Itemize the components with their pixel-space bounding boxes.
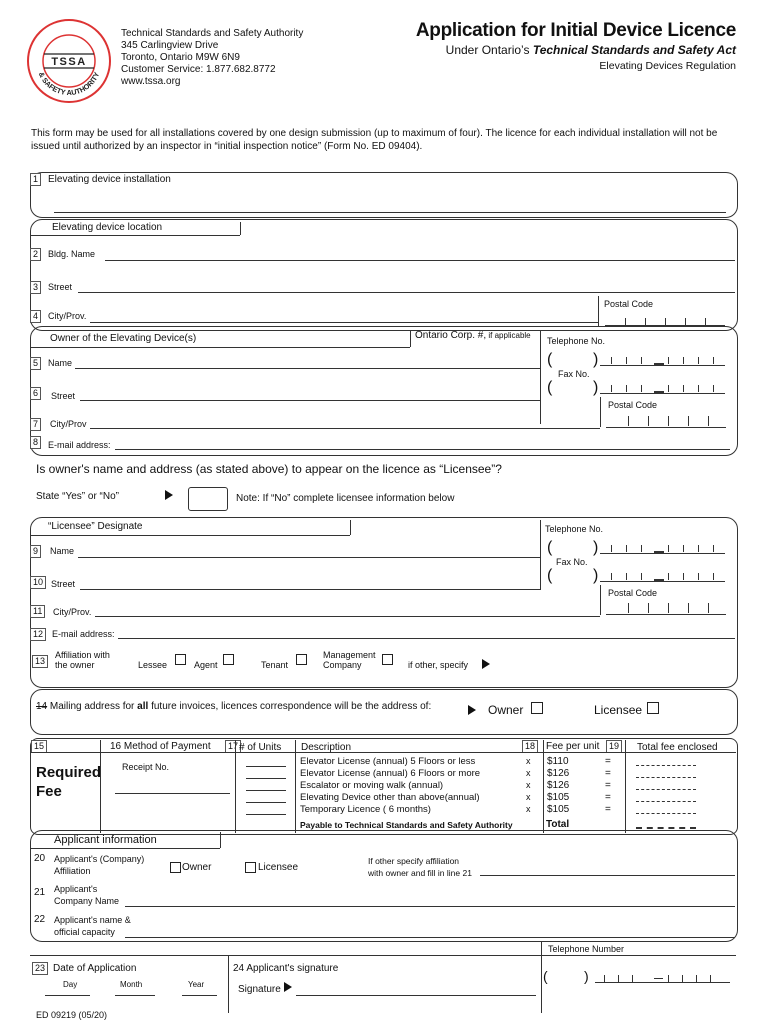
fee-description: Elevator License (annual) 5 Floors or less bbox=[300, 756, 476, 767]
management-company-checkbox[interactable] bbox=[382, 654, 393, 665]
logo-tssa: TSSA bbox=[51, 56, 87, 68]
year-label: Year bbox=[188, 980, 205, 989]
form-number-footer: ED 09219 (05/20) bbox=[36, 1010, 108, 1020]
units-input[interactable] bbox=[246, 778, 286, 779]
field-number-11: 11 bbox=[30, 605, 45, 618]
owner-fax-label: Fax No. bbox=[558, 369, 590, 379]
field-number-18: 18 bbox=[522, 740, 538, 753]
fee-amount: $110 bbox=[547, 756, 569, 767]
fee-amount: $105 bbox=[547, 804, 570, 815]
agent-checkbox[interactable] bbox=[223, 654, 234, 665]
multiply-sign: x bbox=[526, 780, 531, 790]
tenant-label: Tenant bbox=[261, 660, 289, 670]
location-city-input[interactable] bbox=[90, 322, 598, 323]
lessee-checkbox[interactable] bbox=[175, 654, 186, 665]
total-fee-label: Total fee enclosed bbox=[637, 742, 718, 753]
equals-sign: = bbox=[605, 792, 611, 803]
pointer-arrow-icon bbox=[165, 490, 173, 500]
receipt-label: Receipt No. bbox=[122, 762, 170, 772]
day-label: Day bbox=[63, 980, 78, 989]
agent-label: Agent bbox=[194, 660, 218, 670]
logo-top-text bbox=[26, 18, 112, 20]
applicant-licensee-checkbox[interactable] bbox=[245, 862, 256, 873]
equals-sign: = bbox=[605, 768, 611, 779]
applicant-box bbox=[30, 830, 738, 942]
mailing-owner-label: Owner bbox=[488, 703, 524, 717]
lessee-label: Lessee bbox=[138, 660, 168, 670]
applicant-telephone-label: Telephone Number bbox=[548, 944, 625, 954]
location-title: Elevating device location bbox=[52, 222, 163, 233]
affiliation-label: Affiliation with the owner bbox=[55, 650, 110, 670]
form-title: Application for Initial Device Licence bbox=[415, 20, 736, 41]
applicant-other-specify: If other specify affiliation with owner and fill in line 21 bbox=[368, 856, 472, 878]
units-input[interactable] bbox=[246, 802, 286, 803]
licensee-city-label: City/Prov. bbox=[53, 607, 92, 617]
field-number-10: 10 bbox=[30, 576, 46, 589]
owner-street-label: Street bbox=[51, 391, 76, 401]
signature-label: Signature bbox=[238, 984, 281, 995]
owner-fax-input[interactable] bbox=[600, 393, 725, 394]
licensee-city-input[interactable] bbox=[95, 616, 600, 617]
customer-service: Customer Service: 1.877.682.8772 bbox=[121, 64, 276, 75]
total-fee-input[interactable] bbox=[636, 789, 696, 790]
applicant-name-input[interactable] bbox=[125, 937, 735, 938]
field-number-12: 12 bbox=[30, 628, 46, 641]
website-link[interactable]: www.tssa.org bbox=[121, 76, 181, 87]
field-number-24: 24 Applicant's signature bbox=[233, 963, 339, 974]
applicant-telephone-input[interactable] bbox=[595, 982, 730, 983]
bldg-name-label: Bldg. Name bbox=[48, 249, 96, 259]
field-number-21: 21 bbox=[34, 887, 46, 898]
field-number-20: 20 bbox=[34, 853, 46, 864]
signature-input[interactable] bbox=[296, 995, 536, 996]
required-fee-label: Required Fee bbox=[36, 764, 102, 800]
regulation-name: Elevating Devices Regulation bbox=[599, 60, 736, 72]
total-fee-input[interactable] bbox=[636, 801, 696, 802]
fee-amount: $105 bbox=[547, 792, 570, 803]
mailing-licensee-label: Licensee bbox=[594, 703, 643, 717]
field-number-4: 4 bbox=[30, 310, 41, 323]
field-number-3: 3 bbox=[30, 281, 41, 294]
field-number-2: 2 bbox=[30, 248, 41, 261]
units-input[interactable] bbox=[246, 814, 286, 815]
installation-label: Elevating device installation bbox=[48, 174, 171, 185]
equals-sign: = bbox=[605, 780, 611, 791]
multiply-sign: x bbox=[526, 792, 531, 802]
licensee-question: Is owner's name and address (as stated above) to appear on the licence as “Licensee”? bbox=[36, 462, 502, 476]
total-fee-input[interactable] bbox=[636, 777, 696, 778]
applicant-name-label: Applicant's name & official capacity bbox=[54, 915, 131, 937]
equals-sign: = bbox=[605, 756, 611, 767]
owner-email-input[interactable] bbox=[115, 449, 730, 450]
location-city-label: City/Prov. bbox=[48, 311, 87, 321]
fee-amount: $126 bbox=[547, 768, 570, 779]
equals-sign: = bbox=[605, 804, 611, 815]
address-line-2: Toronto, Ontario M9W 6N9 bbox=[121, 52, 240, 63]
fee-amount: $126 bbox=[547, 780, 570, 791]
owner-name-label: Name bbox=[48, 358, 73, 368]
licensee-fax-label: Fax No. bbox=[556, 557, 588, 567]
applicant-owner-checkbox[interactable] bbox=[170, 862, 181, 873]
yes-no-input[interactable] bbox=[188, 487, 228, 511]
bldg-name-input[interactable] bbox=[105, 260, 735, 261]
multiply-sign: x bbox=[526, 756, 531, 766]
other-specify-label: if other, specify bbox=[408, 660, 469, 670]
owner-title: Owner of the Elevating Device(s) bbox=[50, 333, 197, 344]
svg-text:& SAFETY AUTHORITY: & SAFETY AUTHORITY bbox=[36, 70, 102, 98]
receipt-input[interactable] bbox=[115, 793, 230, 794]
org-name: Technical Standards and Safety Authority bbox=[121, 28, 304, 39]
tenant-checkbox[interactable] bbox=[296, 654, 307, 665]
field-number-19: 19 bbox=[606, 740, 622, 753]
description-label: Description bbox=[301, 742, 352, 753]
total-label: Total bbox=[546, 819, 570, 830]
licensee-street-input[interactable] bbox=[80, 589, 540, 590]
licensee-note: Note: If “No” complete licensee information below bbox=[236, 493, 455, 504]
licensee-telephone-label: Telephone No. bbox=[545, 524, 604, 534]
method-of-payment-label: 16 Method of Payment bbox=[110, 741, 211, 752]
field-number-15: 15 bbox=[31, 740, 47, 753]
day-input[interactable] bbox=[45, 995, 90, 996]
mailing-licensee-checkbox[interactable] bbox=[647, 702, 659, 714]
management-company-label: Management Company bbox=[323, 650, 376, 670]
fee-per-unit-label: Fee per unit bbox=[546, 741, 600, 752]
fee-description: Elevator License (annual) 6 Floors or more bbox=[300, 768, 481, 779]
licensee-email-input[interactable] bbox=[118, 638, 735, 639]
fee-description: Elevating Device other than above(annual) bbox=[300, 792, 480, 803]
field-number-7: 7 bbox=[30, 418, 41, 431]
total-input[interactable] bbox=[636, 827, 696, 829]
field-number-8: 8 bbox=[30, 436, 41, 449]
applicant-company-label: Applicant's Company Name bbox=[54, 884, 120, 906]
location-street-input[interactable] bbox=[78, 292, 735, 293]
field-number-17: 17 bbox=[225, 740, 241, 753]
state-yes-no-label: State “Yes” or “No” bbox=[36, 491, 119, 502]
installation-input-line[interactable] bbox=[54, 212, 726, 213]
month-input[interactable] bbox=[115, 995, 155, 996]
field-number-13: 13 bbox=[32, 655, 48, 668]
units-label: # of Units bbox=[239, 742, 282, 753]
form-subtitle: Under Ontario’s Technical Standards and Safety Act bbox=[445, 43, 736, 57]
mailing-arrow-icon bbox=[468, 705, 476, 715]
signature-arrow-icon bbox=[284, 982, 292, 992]
licensee-postal-label: Postal Code bbox=[608, 588, 658, 598]
mailing-owner-checkbox[interactable] bbox=[531, 702, 543, 714]
owner-city-input[interactable] bbox=[90, 428, 600, 429]
owner-postal-input[interactable] bbox=[606, 427, 726, 428]
year-input[interactable] bbox=[182, 995, 217, 996]
mailing-text: 14 Mailing address for all future invoices, licences correspondence will be the address of: bbox=[36, 701, 432, 712]
field-number-14: 14 bbox=[36, 701, 48, 712]
field-number-23: 23 bbox=[32, 962, 48, 975]
date-of-application-label: Date of Application bbox=[53, 963, 137, 974]
licensee-name-label: Name bbox=[50, 546, 75, 556]
licensee-title: “Licensee” Designate bbox=[48, 521, 143, 532]
licensee-street-label: Street bbox=[51, 579, 76, 589]
licensee-postal-input[interactable] bbox=[606, 614, 726, 615]
field-number-1: 1 bbox=[30, 173, 41, 186]
intro-paragraph: This form may be used for all installations covered by one design submission (up to maximum of four). The licence for each individual installation will not be issued until authorized by an inspector in “initial inspection notice” (Form No. ED 09404). bbox=[31, 128, 718, 152]
owner-street-input[interactable] bbox=[80, 400, 540, 401]
units-input[interactable] bbox=[246, 790, 286, 791]
multiply-sign: x bbox=[526, 804, 531, 814]
licensee-telephone-input[interactable] bbox=[600, 553, 725, 554]
applicant-signature-label: Applicant's signature bbox=[246, 963, 339, 974]
ontario-corp-label: Ontario Corp. #, if applicable bbox=[415, 330, 531, 341]
payable-to: Payable to Technical Standards and Safety Authority bbox=[300, 820, 513, 830]
address-line-1: 345 Carlingview Drive bbox=[121, 40, 219, 51]
field-number-22: 22 bbox=[34, 914, 46, 925]
applicant-company-input[interactable] bbox=[125, 906, 735, 907]
units-input[interactable] bbox=[246, 766, 286, 767]
owner-email-label: E-mail address: bbox=[48, 440, 111, 450]
licensee-name-input[interactable] bbox=[78, 557, 540, 558]
owner-telephone-input[interactable] bbox=[600, 365, 725, 366]
org-address-block bbox=[121, 28, 303, 88]
act-name: Technical Standards and Safety Act bbox=[532, 43, 736, 57]
owner-name-input[interactable] bbox=[75, 368, 540, 369]
location-street-label: Street bbox=[48, 282, 73, 292]
licensee-fax-input[interactable] bbox=[600, 581, 725, 582]
tssa-logo bbox=[26, 18, 112, 104]
applicant-licensee-label: Licensee bbox=[258, 862, 299, 873]
specify-arrow-icon bbox=[482, 659, 490, 669]
month-label: Month bbox=[120, 980, 143, 989]
applicant-title: Applicant information bbox=[54, 834, 157, 846]
applicant-owner-label: Owner bbox=[182, 862, 212, 873]
licensee-email-label: E-mail address: bbox=[52, 629, 115, 639]
total-fee-input[interactable] bbox=[636, 813, 696, 814]
field-number-9: 9 bbox=[30, 545, 41, 558]
fee-description: Escalator or moving walk (annual) bbox=[300, 780, 444, 791]
location-postal-label: Postal Code bbox=[604, 299, 654, 309]
field-number-6: 6 bbox=[30, 387, 41, 400]
owner-box bbox=[30, 326, 738, 456]
owner-city-label: City/Prov bbox=[50, 419, 87, 429]
owner-postal-label: Postal Code bbox=[608, 400, 658, 410]
field-number-5: 5 bbox=[30, 357, 41, 370]
owner-telephone-label: Telephone No. bbox=[547, 336, 606, 346]
applicant-affiliation-label: Applicant's (Company) Affiliation bbox=[54, 854, 145, 876]
fee-description: Temporary Licence ( 6 months) bbox=[300, 804, 431, 815]
multiply-sign: x bbox=[526, 768, 531, 778]
total-fee-input[interactable] bbox=[636, 765, 696, 766]
